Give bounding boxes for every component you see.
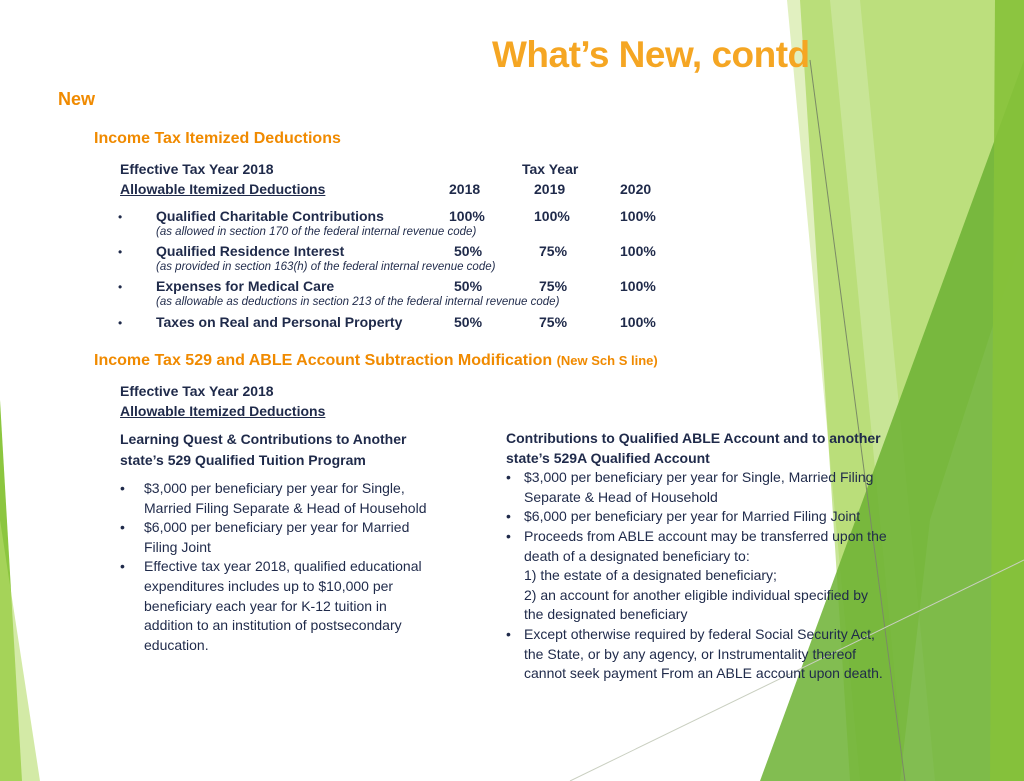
row1-2020: 100% — [620, 208, 656, 224]
list-line: cannot seek payment From an ABLE account upon death. — [524, 665, 883, 682]
row1-label: Qualified Charitable Contributions — [156, 208, 384, 224]
bullet: • — [120, 480, 125, 496]
section2-effective-year: Effective Tax Year 2018 — [120, 383, 274, 399]
list-line: the State, or by any agency, or Instrumentality thereof — [524, 645, 857, 662]
section2-heading-note: (New Sch S line) — [556, 353, 658, 368]
list-item — [120, 518, 460, 557]
list-item — [506, 507, 926, 527]
row3-2020: 100% — [620, 278, 656, 294]
list-line: 1) the estate of a designated beneficiary; — [524, 567, 777, 584]
bullet: • — [506, 469, 511, 486]
list-line: Except otherwise required by federal Social Security Act, — [524, 625, 875, 642]
list-item — [506, 527, 926, 625]
list-line: 2) an account for another eligible individual specified by — [524, 586, 868, 603]
list-line: $3,000 per beneficiary per year for Single, — [144, 480, 405, 496]
row3-2019: 75% — [539, 278, 568, 294]
list-line: Proceeds from ABLE account may be transferred upon the — [524, 527, 887, 544]
year-2019-header: 2019 — [534, 181, 566, 197]
row3-label: Expenses for Medical Care — [156, 278, 335, 294]
list-line: $6,000 per beneficiary per year for Married Filing Joint — [524, 508, 861, 525]
row2-label: Qualified Residence Interest — [156, 243, 345, 259]
list-line: $6,000 per beneficiary per year for Married — [144, 519, 410, 536]
row2-2019: 75% — [539, 243, 568, 259]
learning-quest-list — [120, 479, 460, 655]
list-line: the designated beneficiary — [524, 606, 688, 623]
row2-2020: 100% — [620, 243, 656, 259]
list-line: beneficiary each year for K-12 tuition in — [144, 597, 387, 614]
able-account-column — [506, 429, 926, 684]
row4-2020: 100% — [620, 314, 656, 330]
row1-2018: 100% — [449, 208, 485, 224]
list-line: Filing Joint — [144, 538, 211, 555]
section1-heading: Income Tax Itemized Deductions — [94, 130, 341, 147]
section1-tax-year-label: Tax Year — [522, 161, 579, 177]
bullet: • — [120, 558, 125, 575]
subtitle-new: New — [58, 89, 96, 109]
row1-note: (as allowed in section 170 of the federal internal revenue code) — [156, 226, 477, 238]
row4-2018: 50% — [454, 314, 483, 330]
bullet: • — [506, 508, 511, 525]
row2-2018: 50% — [454, 243, 483, 259]
row3-bullet: • — [118, 280, 123, 294]
learning-quest-heading-1: Learning Quest & Contributions to Another — [120, 431, 407, 447]
list-item — [120, 557, 460, 655]
list-line: addition to an institution of postsecondary — [144, 617, 402, 634]
list-line: Effective tax year 2018, qualified educational — [144, 558, 422, 575]
row4-label: Taxes on Real and Personal Property — [156, 314, 403, 330]
year-2020-header: 2020 — [620, 181, 652, 197]
list-line: death of a designated beneficiary to: — [524, 547, 750, 564]
list-item — [120, 479, 460, 518]
section2-allowable-label: Allowable Itemized Deductions — [120, 403, 326, 419]
page-title: What’s New, contd — [492, 34, 810, 75]
year-2018-header: 2018 — [449, 181, 481, 197]
learning-quest-column — [120, 429, 460, 655]
section1-allowable-label: Allowable Itemized Deductions — [120, 181, 326, 197]
section2-heading — [94, 352, 658, 370]
list-line: Married Filing Separate & Head of Household — [144, 499, 427, 516]
bullet: • — [506, 527, 511, 544]
learning-quest-heading-2: state’s 529 Qualified Tuition Program — [120, 452, 366, 468]
list-item — [506, 625, 926, 684]
list-line: education. — [144, 636, 209, 653]
list-line: $3,000 per beneficiary per year for Single, Married Filing — [524, 469, 874, 486]
bullet: • — [120, 519, 125, 536]
row1-2019: 100% — [534, 208, 570, 224]
row4-bullet: • — [118, 316, 123, 330]
row3-note: (as allowable as deductions in section 213 of the federal internal revenue code) — [156, 296, 560, 308]
row1-bullet: • — [118, 210, 123, 224]
row2-note: (as provided in section 163(h) of the federal internal revenue code) — [156, 261, 496, 273]
list-item — [506, 468, 926, 507]
row3-2018: 50% — [454, 278, 483, 294]
list-line: Separate & Head of Household — [524, 488, 718, 505]
bullet: • — [506, 625, 511, 642]
list-line: expenditures includes up to $10,000 per — [144, 577, 394, 594]
able-list — [506, 468, 926, 684]
row4-2019: 75% — [539, 314, 568, 330]
row2-bullet: • — [118, 245, 123, 259]
section2-heading-text: Income Tax 529 and ABLE Account Subtraction Modification — [94, 352, 553, 369]
able-heading-1: Contributions to Qualified ABLE Account and to another — [506, 430, 881, 446]
section1-effective-year: Effective Tax Year 2018 — [120, 161, 274, 177]
able-heading-2: state’s 529A Qualified Account — [506, 449, 710, 466]
